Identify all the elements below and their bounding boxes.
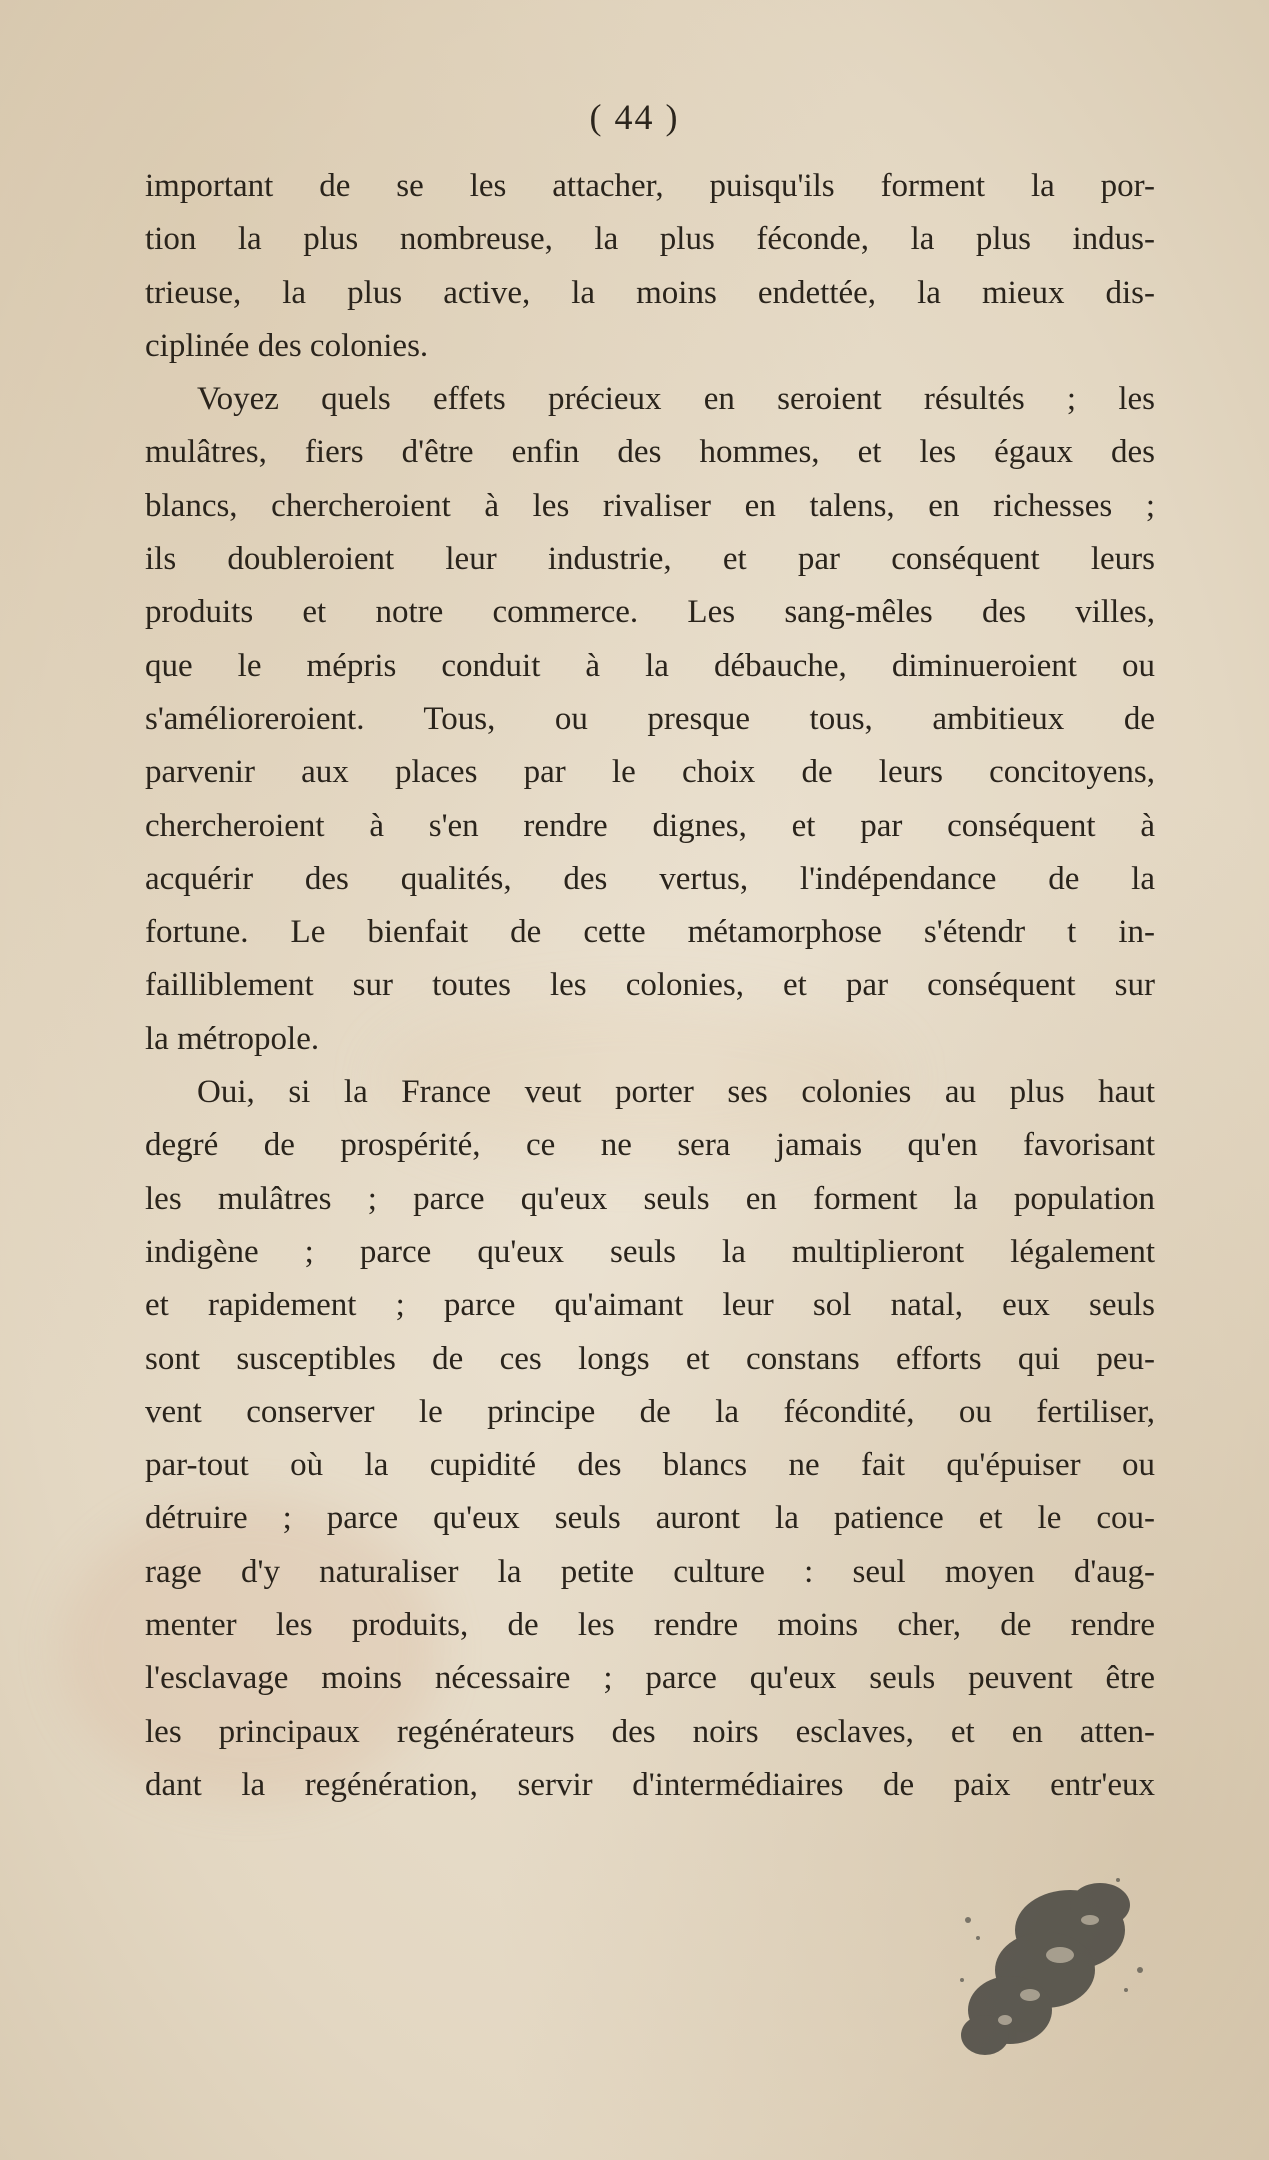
text-line: failliblement sur toutes les colonies, et par conséquent sur [145, 967, 1155, 1004]
text-line: acquérir des qualités, des vertus, l'indépendance de la [145, 860, 1155, 897]
text-line: ils doubleroient leur industrie, et par conséquent leurs [145, 541, 1155, 578]
text-line: fortune. Le bienfait de cette métamorphose s'étendr t in- [145, 914, 1155, 951]
text-line: important de se les attacher, puisqu'ils forment la por- [145, 168, 1155, 204]
text-line: ciplinée des colonies. [145, 327, 429, 364]
text-line: rage d'y naturaliser la petite culture : seul moyen d'aug- [145, 1553, 1155, 1590]
text-line: menter les produits, de les rendre moins cher, de rendre [145, 1607, 1155, 1644]
text-line: indigène ; parce qu'eux seuls la multiplieront légalement [145, 1233, 1155, 1270]
text-line: chercheroient à s'en rendre dignes, et par conséquent à [145, 807, 1155, 844]
text-line: sont susceptibles de ces longs et constans efforts qui peu- [145, 1340, 1155, 1377]
text-line: par-tout où la cupidité des blancs ne fait qu'épuiser ou [145, 1447, 1155, 1484]
page-number: ( 44 ) [589, 97, 680, 137]
text-line: les mulâtres ; parce qu'eux seuls en forment la population [145, 1180, 1155, 1217]
text-line: mulâtres, fiers d'être enfin des hommes, et les égaux des [145, 434, 1155, 471]
text-line: parvenir aux places par le choix de leurs concitoyens, [145, 754, 1155, 791]
text-line: et rapidement ; parce qu'aimant leur sol natal, eux seuls [145, 1287, 1155, 1324]
body-text [145, 160, 1155, 1812]
text-line: tion la plus nombreuse, la plus féconde, la plus indus- [145, 221, 1155, 258]
text-line: trieuse, la plus active, la moins endettée, la mieux dis- [145, 274, 1155, 311]
text-line: la métropole. [145, 1020, 320, 1057]
text-line: blancs, chercheroient à les rivaliser en talens, en richesses ; [145, 487, 1155, 524]
text-line: dant la regénération, servir d'intermédiaires de paix entr'eux [145, 1766, 1155, 1803]
text-line: produits et notre commerce. Les sang-mêles des villes, [145, 594, 1155, 631]
text-line: Oui, si la France veut porter ses colonies au plus haut [197, 1074, 1155, 1111]
text-line: vent conserver le principe de la fécondité, ou fertiliser, [145, 1393, 1155, 1430]
text-line: détruire ; parce qu'eux seuls auront la patience et le cou- [145, 1500, 1155, 1537]
ink-blot [950, 1860, 1160, 2070]
text-line: s'amélioreroient. Tous, ou presque tous, ambitieux de [145, 700, 1155, 737]
text-line: les principaux regénérateurs des noirs esclaves, et en atten- [145, 1713, 1155, 1750]
text-line: que le mépris conduit à la débauche, diminueroient ou [145, 647, 1155, 684]
text-line: l'esclavage moins nécessaire ; parce qu'eux seuls peuvent être [145, 1660, 1155, 1697]
text-line: Voyez quels effets précieux en seroient résultés ; les [197, 381, 1155, 418]
text-line: degré de prospérité, ce ne sera jamais qu'en favorisant [145, 1127, 1155, 1164]
